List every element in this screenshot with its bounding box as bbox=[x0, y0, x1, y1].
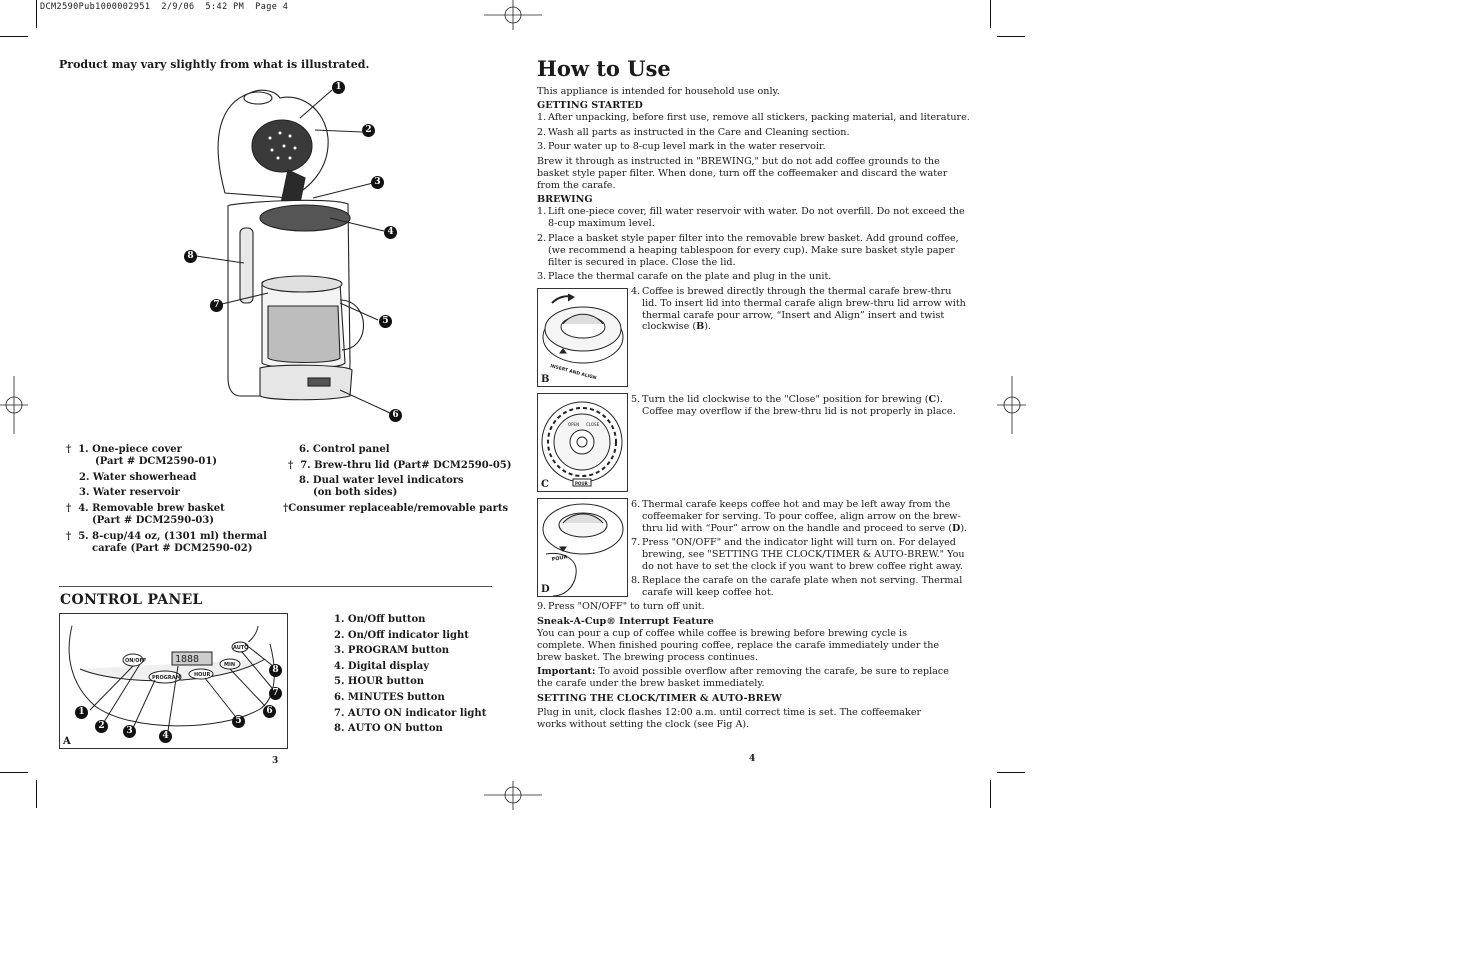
part-item: † 5. 8-cup/44 oz, (1301 ml) thermal bbox=[66, 531, 267, 542]
getting-started-step: 2. Wash all parts as instructed in the Care and Cleaning section. bbox=[537, 127, 850, 138]
panel-callout-3: 3 bbox=[123, 725, 136, 738]
brewing-step-6: 6. Thermal carafe keeps coffee hot and may be left away from the coffeemaker for serving. To pour coffee, align arrow on the brew-thru lid with “Pour” arrow on the handle and proceed to serve (D). bbox=[631, 499, 968, 534]
getting-started-step: 1. After unpacking, before first use, remove all stickers, packing material, and literature. bbox=[537, 112, 970, 123]
page-number-right: 4 bbox=[749, 754, 756, 764]
figure-a-label: A bbox=[63, 736, 71, 747]
control-panel-illustration bbox=[60, 614, 287, 748]
brewing-step-7: 7. Press "ON/OFF" and the indicator light will turn on. For delayed brewing, see "SETTING THE CLOCK/TIMER & AUTO-BREW." You do not have to set the clock if you want to brew coffee right away. bbox=[631, 537, 965, 572]
control-item: 2. On/Off indicator light bbox=[334, 629, 469, 641]
panel-callout-8: 8 bbox=[269, 664, 282, 677]
print-slug: DCM2590Pub1000002951 2/9/06 5:42 PM Page 4 bbox=[40, 2, 289, 12]
open-text: OPEN bbox=[568, 422, 580, 427]
part-item: † 1. One-piece cover bbox=[66, 444, 182, 455]
close-text: CLOSE bbox=[586, 422, 600, 427]
callout-3: 3 bbox=[371, 176, 384, 189]
panel-auto-label: AUTO bbox=[233, 645, 249, 651]
brewing-step-5: 5. Turn the lid clockwise to the "Close" position for brewing (C). Coffee may overflow if the brew-thru lid is not properly in place. bbox=[631, 394, 956, 417]
insert-align-text: INSERT AND ALIGN bbox=[549, 364, 597, 382]
section-divider bbox=[59, 586, 492, 587]
brewing-heading: BREWING bbox=[537, 194, 593, 205]
brewing-step: 1. Lift one-piece cover, fill water reservoir with water. Do not overfill. Do not exceed the 8-cup maximum level. bbox=[537, 206, 965, 229]
control-item: 7. AUTO ON indicator light bbox=[334, 707, 487, 719]
figure-d-pour bbox=[537, 498, 628, 597]
part-item: 8. Dual water level indicators bbox=[299, 475, 464, 486]
callout-8: 8 bbox=[184, 250, 197, 263]
intro-text: This appliance is intended for household use only. bbox=[537, 86, 780, 97]
control-panel-title: CONTROL PANEL bbox=[60, 592, 203, 608]
brewing-step-8: 8. Replace the carafe on the carafe plate when not serving. Thermal carafe will keep coffee hot. bbox=[631, 575, 963, 598]
panel-hour-label: HOUR bbox=[194, 672, 211, 678]
sneak-a-cup-heading: Sneak-A-Cup® Interrupt Feature bbox=[537, 616, 714, 627]
sneak-a-cup-text: You can pour a cup of coffee while coffee is brewing before brewing cycle is complete. When finished pouring coffee, replace the carafe immediately under the brew basket. The brewing process continues. bbox=[537, 628, 940, 663]
callout-4: 4 bbox=[384, 226, 397, 239]
control-item: 1. On/Off button bbox=[334, 614, 426, 625]
control-item: 4. Digital display bbox=[334, 660, 430, 672]
brewing-step-4: 4. Coffee is brewed directly through the thermal carafe brew-thru lid. To insert lid into thermal carafe align brew-thru lid arrow with thermal carafe pour arrow, “Insert and Align” insert and twist clockwise (B). bbox=[631, 286, 966, 333]
panel-callout-5: 5 bbox=[232, 715, 245, 728]
part-item-detail: (on both sides) bbox=[313, 487, 398, 498]
svg-text:1888: 1888 bbox=[175, 654, 200, 665]
panel-callout-7: 7 bbox=[269, 687, 282, 700]
brewing-step: 3. Place the thermal carafe on the plate and plug in the unit. bbox=[537, 271, 832, 282]
getting-started-heading: GETTING STARTED bbox=[537, 100, 643, 111]
panel-callout-2: 2 bbox=[95, 720, 108, 733]
figure-b-label: B bbox=[541, 374, 550, 385]
panel-callout-4: 4 bbox=[159, 730, 172, 743]
figure-a-control-panel bbox=[59, 613, 288, 749]
callout-1: 1 bbox=[332, 81, 345, 94]
part-item: 6. Control panel bbox=[299, 444, 390, 455]
panel-program-label: PROGRAM bbox=[152, 675, 181, 681]
pour-text-c: POUR bbox=[575, 481, 588, 486]
callout-7: 7 bbox=[210, 299, 223, 312]
brewing-step-9: 9. Press "ON/OFF" to turn off unit. bbox=[537, 601, 705, 612]
brewing-step: 2. Place a basket style paper filter into the removable brew basket. Add ground coffee, (we recommend a heaping tablespoon for every cup). Make sure basket style paper filter is secured in place. Close the lid. bbox=[537, 233, 959, 268]
part-item: † 7. Brew-thru lid (Part# DCM2590-05) bbox=[288, 460, 512, 471]
getting-started-step: 3. Pour water up to 8-cup level mark in the water reservoir. bbox=[537, 141, 826, 152]
part-item: 3. Water reservoir bbox=[79, 487, 180, 498]
part-item-detail: (Part # DCM2590-01) bbox=[95, 456, 218, 467]
page-title: How to Use bbox=[537, 56, 671, 81]
coffeemaker-illustration bbox=[180, 78, 420, 423]
clock-heading: SETTING THE CLOCK/TIMER & AUTO-BREW bbox=[537, 693, 782, 704]
figure-c-label: C bbox=[541, 479, 549, 490]
part-item: † 4. Removable brew basket bbox=[66, 503, 225, 514]
panel-min-label: MIN bbox=[224, 662, 236, 668]
panel-callout-6: 6 bbox=[263, 705, 276, 718]
figure-d-label: D bbox=[541, 584, 550, 595]
control-item: 3. PROGRAM button bbox=[334, 645, 450, 657]
product-note: Product may vary slightly from what is illustrated. bbox=[59, 58, 370, 71]
part-item-detail: (Part # DCM2590-03) bbox=[92, 515, 215, 526]
callout-2: 2 bbox=[362, 124, 375, 137]
figure-c-close-position bbox=[537, 393, 628, 492]
panel-callout-1: 1 bbox=[75, 706, 88, 719]
control-panel-list bbox=[334, 612, 486, 737]
parts-list-left bbox=[66, 444, 276, 564]
callout-5: 5 bbox=[379, 315, 392, 328]
panel-onoff-label: ON/OFF bbox=[125, 658, 147, 664]
part-item-detail: carafe (Part # DCM2590-02) bbox=[92, 543, 253, 554]
control-item: 6. MINUTES button bbox=[334, 691, 445, 703]
figure-b-insert-align bbox=[537, 288, 628, 387]
pour-text-d: POUR bbox=[551, 554, 568, 563]
parts-list-right bbox=[283, 444, 512, 524]
important-note: Important: To avoid possible overflow after removing the carafe, be sure to replace the carafe under the brew basket immediately. bbox=[537, 666, 949, 689]
control-item: 5. HOUR button bbox=[334, 676, 425, 688]
part-item: 2. Water showerhead bbox=[79, 472, 197, 483]
brew-through-text: Brew it through as instructed in "BREWING," but do not add coffee grounds to the basket style paper filter. When done, turn off the coffeemaker and discard the water from the carafe. bbox=[537, 156, 948, 191]
callout-6: 6 bbox=[389, 409, 402, 422]
clock-text: Plug in unit, clock flashes 12:00 a.m. until correct time is set. The coffeemaker works without setting the clock (see Fig A). bbox=[537, 707, 922, 730]
control-item: 8. AUTO ON button bbox=[334, 723, 443, 735]
replaceable-note: †Consumer replaceable/removable parts bbox=[283, 503, 509, 514]
page-number-left: 3 bbox=[272, 756, 279, 766]
